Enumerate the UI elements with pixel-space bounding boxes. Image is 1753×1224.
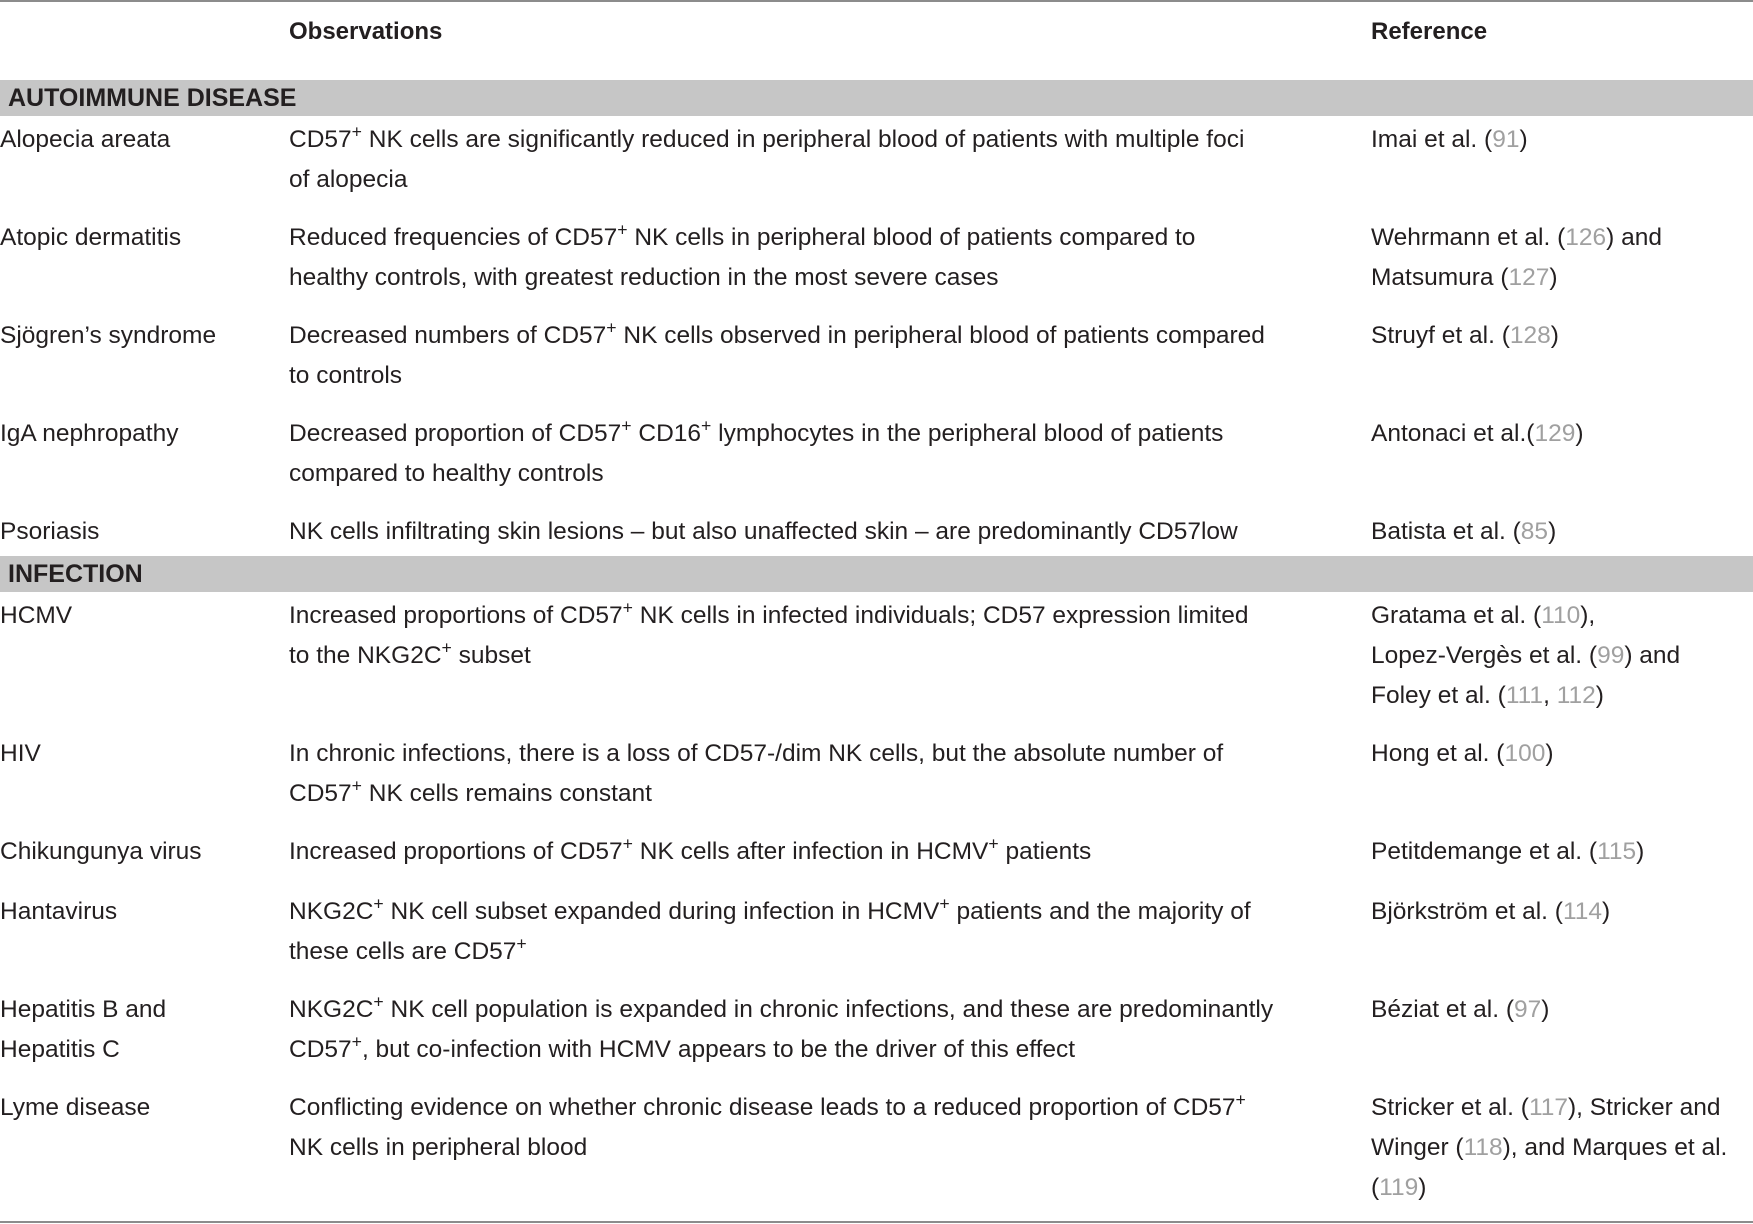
reference-line: Björkström et al. (114) bbox=[1371, 898, 1611, 925]
observation-line: to controls bbox=[289, 362, 403, 389]
reference-cell bbox=[1371, 596, 1751, 716]
condition-line: Hepatitis C bbox=[0, 1036, 120, 1063]
observation-line: CD57+ NK cells remains constant bbox=[289, 775, 652, 807]
observation-cell bbox=[289, 316, 1349, 396]
reference-line: Imai et al. (91) bbox=[1371, 126, 1528, 153]
citation-link[interactable]: 111 bbox=[1505, 682, 1544, 709]
condition-cell bbox=[0, 120, 270, 160]
condition-line: Hepatitis B and bbox=[0, 996, 167, 1023]
citation-link[interactable]: 119 bbox=[1379, 1174, 1419, 1201]
citation-link[interactable]: 114 bbox=[1562, 898, 1603, 925]
reference-cell bbox=[1371, 316, 1751, 356]
observation-cell bbox=[289, 414, 1349, 494]
condition-line: Sjögren’s syndrome bbox=[0, 322, 217, 349]
condition-cell bbox=[0, 218, 270, 258]
reference-line: (119) bbox=[1371, 1174, 1427, 1201]
condition-line: HCMV bbox=[0, 602, 73, 629]
citation-link[interactable]: 100 bbox=[1504, 740, 1546, 767]
citation-link[interactable]: 110 bbox=[1541, 602, 1581, 629]
citation-link[interactable]: 117 bbox=[1528, 1094, 1568, 1121]
reference-cell bbox=[1371, 990, 1751, 1030]
condition-cell bbox=[0, 512, 270, 552]
reference-cell bbox=[1371, 120, 1751, 160]
section-header: INFECTION bbox=[0, 556, 1753, 592]
reference-cell bbox=[1371, 892, 1751, 932]
observation-line: Decreased numbers of CD57+ NK cells observed in peripheral blood of patients compared bbox=[289, 317, 1265, 349]
condition-line: IgA nephropathy bbox=[0, 420, 179, 447]
observation-cell bbox=[289, 734, 1349, 814]
observation-line: In chronic infections, there is a loss of CD57-/dim NK cells, but the absolute number of bbox=[289, 740, 1224, 767]
citation-link[interactable]: 118 bbox=[1463, 1134, 1503, 1161]
observation-cell bbox=[289, 1088, 1349, 1168]
reference-line: Wehrmann et al. (126) and bbox=[1371, 224, 1662, 251]
observation-line: healthy controls, with greatest reduction in the most severe cases bbox=[289, 264, 999, 291]
citation-link[interactable]: 85 bbox=[1520, 518, 1549, 545]
observation-line: to the NKG2C+ subset bbox=[289, 637, 531, 669]
observation-line: CD57+ NK cells are significantly reduced in peripheral blood of patients with multiple foci bbox=[289, 121, 1245, 153]
observation-line: NK cells infiltrating skin lesions – but also unaffected skin – are predominantly CD57low bbox=[289, 518, 1238, 545]
condition-cell bbox=[0, 414, 270, 454]
observation-line: compared to healthy controls bbox=[289, 460, 604, 487]
observation-line: NK cells in peripheral blood bbox=[289, 1134, 588, 1161]
condition-cell bbox=[0, 832, 270, 872]
observation-line: NKG2C+ NK cell population is expanded in chronic infections, and these are predominantly bbox=[289, 991, 1274, 1023]
reference-line: Hong et al. (100) bbox=[1371, 740, 1554, 767]
observation-cell bbox=[289, 990, 1349, 1070]
observation-line: these cells are CD57+ bbox=[289, 933, 527, 965]
condition-line: Psoriasis bbox=[0, 518, 100, 545]
condition-cell bbox=[0, 1088, 270, 1128]
observation-line: Decreased proportion of CD57+ CD16+ lymphocytes in the peripheral blood of patients bbox=[289, 415, 1224, 447]
citation-link[interactable]: 99 bbox=[1597, 642, 1625, 669]
table-bottom-rule bbox=[0, 1221, 1753, 1223]
condition-cell bbox=[0, 990, 270, 1070]
reference-line: Winger (118), and Marques et al. bbox=[1371, 1134, 1728, 1161]
reference-line: Matsumura (127) bbox=[1371, 264, 1558, 291]
reference-cell bbox=[1371, 512, 1751, 552]
reference-cell bbox=[1371, 218, 1751, 298]
observation-cell bbox=[289, 512, 1349, 552]
reference-cell bbox=[1371, 1088, 1751, 1208]
citation-link[interactable]: 126 bbox=[1565, 224, 1607, 251]
citation-link[interactable]: 112 bbox=[1556, 682, 1596, 709]
observation-cell bbox=[289, 596, 1349, 676]
reference-line: Lopez-Vergès et al. (99) and bbox=[1371, 642, 1681, 669]
observation-cell bbox=[289, 218, 1349, 298]
condition-line: HIV bbox=[0, 740, 41, 767]
citation-link[interactable]: 127 bbox=[1508, 264, 1550, 291]
table-top-rule bbox=[0, 0, 1753, 2]
condition-cell bbox=[0, 892, 270, 932]
observation-cell bbox=[289, 832, 1349, 872]
reference-line: Gratama et al. (110), bbox=[1371, 602, 1596, 629]
reference-line: Batista et al. (85) bbox=[1371, 518, 1557, 545]
reference-line: Foley et al. (111, 112) bbox=[1371, 682, 1604, 709]
condition-cell bbox=[0, 734, 270, 774]
condition-line: Alopecia areata bbox=[0, 126, 171, 153]
citation-link[interactable]: 97 bbox=[1513, 996, 1542, 1023]
reference-line: Béziat et al. (97) bbox=[1371, 996, 1550, 1023]
observation-line: Increased proportions of CD57+ NK cells in infected individuals; CD57 expression limited bbox=[289, 597, 1249, 629]
observation-line: CD57+, but co-infection with HCMV appears to be the driver of this effect bbox=[289, 1031, 1076, 1063]
condition-cell bbox=[0, 596, 270, 636]
observation-line: NKG2C+ NK cell subset expanded during infection in HCMV+ patients and the majority of bbox=[289, 893, 1251, 925]
observation-cell bbox=[289, 120, 1349, 200]
condition-line: Atopic dermatitis bbox=[0, 224, 182, 251]
condition-line: Lyme disease bbox=[0, 1094, 151, 1121]
column-header-observations: Observations bbox=[289, 18, 443, 45]
citation-link[interactable]: 129 bbox=[1534, 420, 1576, 447]
observation-line: Increased proportions of CD57+ NK cells after infection in HCMV+ patients bbox=[289, 833, 1092, 865]
condition-line: Chikungunya virus bbox=[0, 838, 202, 865]
reference-line: Struyf et al. (128) bbox=[1371, 322, 1559, 349]
citation-link[interactable]: 128 bbox=[1509, 322, 1551, 349]
reference-line: Petitdemange et al. (115) bbox=[1371, 838, 1645, 865]
condition-line: Hantavirus bbox=[0, 898, 118, 925]
citation-link[interactable]: 91 bbox=[1492, 126, 1520, 153]
observation-line: of alopecia bbox=[289, 166, 408, 193]
observation-cell bbox=[289, 892, 1349, 972]
reference-cell bbox=[1371, 832, 1751, 872]
section-header: AUTOIMMUNE DISEASE bbox=[0, 80, 1753, 116]
observation-line: Conflicting evidence on whether chronic disease leads to a reduced proportion of CD57+ bbox=[289, 1089, 1246, 1121]
observation-line: Reduced frequencies of CD57+ NK cells in peripheral blood of patients compared to bbox=[289, 219, 1196, 251]
reference-cell bbox=[1371, 734, 1751, 774]
column-header-reference: Reference bbox=[1371, 18, 1488, 45]
citation-link[interactable]: 115 bbox=[1597, 838, 1637, 865]
reference-cell bbox=[1371, 414, 1751, 454]
reference-line: Antonaci et al.(129) bbox=[1371, 420, 1584, 447]
condition-cell bbox=[0, 316, 270, 356]
reference-line: Stricker et al. (117), Stricker and bbox=[1371, 1094, 1721, 1121]
